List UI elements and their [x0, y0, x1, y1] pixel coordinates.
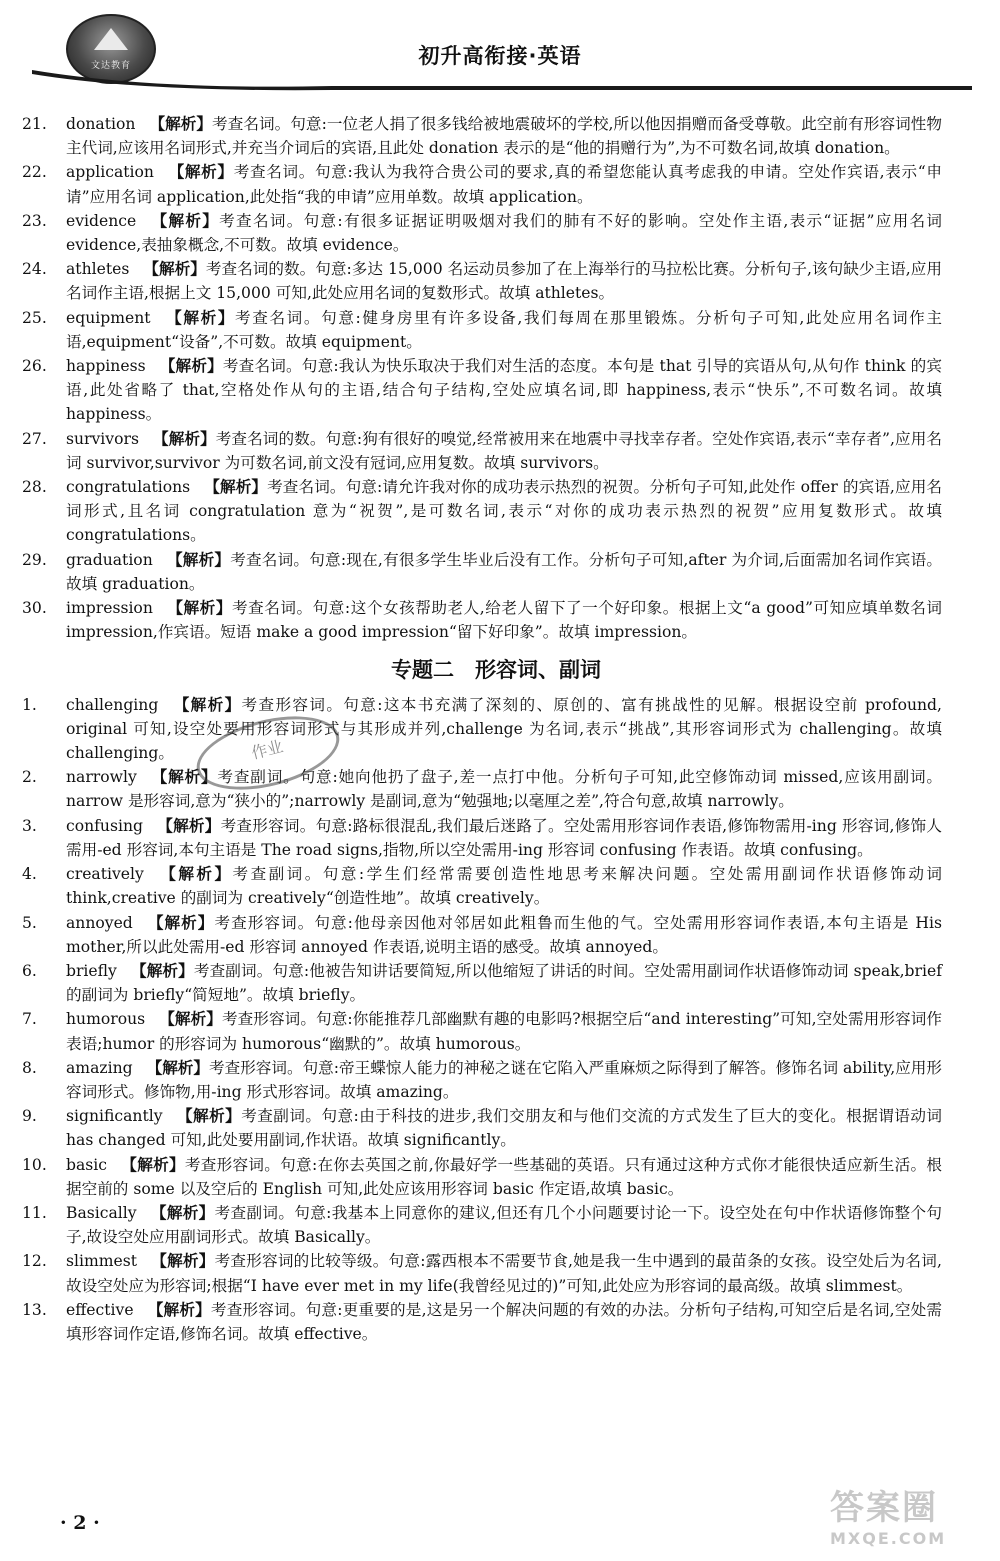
analysis-tag: 【解析】	[166, 550, 231, 569]
item-number: 25.	[22, 308, 47, 327]
analysis-tag: 【解析】	[147, 1300, 211, 1319]
analysis-tag: 【解析】	[157, 816, 221, 835]
answer-item	[22, 1153, 942, 1201]
answer-word: confusing	[66, 816, 143, 835]
explanation: 考查形容词的比较等级。句意:露西根本不需要节食,她是我一生中遇到的最苗条的女孩。设空处后为名词,故设空处应为形容词;根据“I have ever met in my life(我曾经见过的)”可知,此处应为形容词的最高级。故填 slimmest。	[66, 1252, 942, 1295]
analysis-tag: 【解析】	[149, 115, 213, 133]
answer-word: creatively	[66, 865, 144, 884]
explanation: 考查形容词。句意:你能推荐几部幽默有趣的电影吗?根据空后“and interesting”可知,空处需用形容词作表语;humor 的形容词为 humorous“幽默的”。故填 humorous。	[66, 1010, 942, 1053]
explanation: 考查名词。句意:有很多证据证明吸烟对我们的肺有不好的影响。空处作主语,表示“证据”应用名词 evidence,表抽象概念,不可数。故填 evidence。	[66, 211, 942, 255]
explanation: 考查形容词。句意:这本书充满了深刻的、原创的、富有挑战性的见解。根据设空前 profound, original 可知,设空处要用形容词形式与其形成并列,challenge 为名词,表示“挑战”,其形容词形式为 challenging。故填 challenging。	[66, 695, 942, 763]
item-number: 10.	[22, 1155, 47, 1174]
answer-word: athletes	[66, 260, 130, 279]
answer-item	[22, 354, 942, 427]
item-number: 5.	[22, 913, 37, 932]
answer-word: effective	[66, 1300, 134, 1319]
answer-content	[22, 112, 942, 1346]
answer-item	[22, 112, 942, 160]
analysis-tag: 【解析】	[157, 865, 233, 884]
answer-word: significantly	[66, 1107, 163, 1126]
answer-word: graduation	[66, 550, 153, 569]
answer-word: annoyed	[66, 913, 133, 932]
explanation: 考查名词的数。句意:狗有很好的嗅觉,经常被用来在地震中寻找幸存者。空处作宾语,表示“幸存者”,应用名词 survivor,survivor 为可数名词,前文没有冠词,应用复数。故填 survivors。	[66, 429, 942, 472]
item-number: 11.	[22, 1203, 47, 1222]
section-nouns	[22, 112, 942, 644]
item-number: 24.	[22, 260, 47, 279]
item-number: 27.	[22, 429, 47, 448]
answer-word: equipment	[66, 308, 151, 327]
analysis-tag: 【解析】	[159, 357, 223, 376]
answer-item	[22, 765, 942, 813]
item-number: 30.	[22, 599, 47, 618]
item-number: 3.	[22, 816, 37, 835]
logo-text: 文达教育	[90, 61, 131, 71]
answer-word: congratulations	[66, 478, 191, 497]
page-number: · 2 ·	[60, 1512, 100, 1534]
answer-item	[22, 1007, 942, 1055]
homework-stamp: 作业	[189, 703, 347, 802]
answer-item	[22, 814, 942, 862]
explanation: 考查形容词。句意:帝王蝶惊人能力的神秘之谜在它陷入严重麻烦之际得到了解答。修饰名词 ability,应用形容词形式。修饰物,用-ing 形式形容词。故填 amazing。	[66, 1058, 942, 1101]
answer-item	[22, 959, 942, 1007]
answer-word: basic	[66, 1155, 108, 1174]
explanation: 考查名词。句意:一位老人捐了很多钱给被地震破坏的学校,所以他因捐赠而备受尊敬。此空前有形容词性物主代词,应该用名词形式,并充当介词后的宾语,且此处 donation 表示的是“他的捐赠行为”,为不可数名词,故填 donation。	[66, 115, 942, 158]
analysis-tag: 【解析】	[151, 1252, 215, 1271]
answer-word: slimmest	[66, 1252, 138, 1271]
answer-item	[22, 1056, 942, 1104]
item-number: 6.	[22, 961, 37, 980]
item-number: 4.	[22, 865, 37, 884]
answer-word: impression	[66, 599, 153, 618]
explanation: 考查形容词。句意:他母亲因他对邻居如此粗鲁而生他的气。空处需用形容词作表语,本句主语是 His mother,所以此处需用-ed 形容词 annoyed 作表语,说明主语的感受。故填 annoyed。	[66, 913, 942, 956]
item-number: 28.	[22, 478, 47, 497]
analysis-tag: 【解析】	[176, 1107, 242, 1126]
answer-word: application	[66, 163, 154, 182]
answer-item	[22, 160, 942, 208]
answer-word: challenging	[66, 695, 159, 714]
explanation: 考查名词。句意:现在,有很多学生毕业后没有工作。分析句子可知,after 为介词,后面需加名词作宾语。故填 graduation。	[66, 550, 942, 593]
answer-word: happiness	[66, 357, 146, 376]
watermark-line1: 答案圈	[830, 1488, 938, 1528]
answer-word: amazing	[66, 1058, 133, 1077]
explanation: 考查名词。句意:我认为快乐取决于我们对生活的态度。本句是 that 引导的宾语从句,从句作 think 的宾语,此处省略了 that,空格处作从句的主语,结合句子结构,空处应填名词,即 happiness,表示“快乐”,不可数名词。故填 happiness。	[66, 357, 942, 424]
answer-word: humorous	[66, 1010, 146, 1029]
item-number: 9.	[22, 1107, 37, 1126]
item-number: 8.	[22, 1058, 37, 1077]
item-number: 13.	[22, 1300, 47, 1319]
answer-word: donation	[66, 115, 136, 133]
explanation: 考查形容词。句意:更重要的是,这是另一个解决问题的有效的办法。分析句子结构,可知空后是名词,空处需填形容词作定语,修饰名词。故填 effective。	[66, 1300, 942, 1343]
answer-word: briefly	[66, 961, 117, 980]
watermark-line2: MXQE.COM	[830, 1529, 947, 1548]
explanation: 考查名词。句意:请允许我对你的成功表示热烈的祝贺。分析句子可知,此处作 offer 的宾语,应用名词形式,且名词 congratulation 意为“祝贺”,是可数名词,表示“对你的成功表示热烈的祝贺”应用复数形式。故填 congratulations。	[66, 478, 942, 545]
analysis-tag: 【解析】	[150, 1203, 215, 1222]
analysis-tag: 【解析】	[130, 961, 194, 980]
answer-item	[22, 1249, 942, 1297]
answer-item	[22, 693, 942, 766]
answer-item	[22, 306, 942, 354]
answer-item	[22, 548, 942, 596]
analysis-tag: 【解析】	[150, 768, 218, 787]
analysis-tag: 【解析】	[172, 695, 242, 714]
answer-item	[22, 911, 942, 959]
answer-item	[22, 209, 942, 257]
analysis-tag: 【解析】	[143, 260, 206, 279]
answer-word: survivors	[66, 429, 139, 448]
analysis-tag: 【解析】	[166, 599, 232, 618]
item-number: 26.	[22, 357, 47, 376]
explanation: 考查形容词。句意:在你去英国之前,你最好学一些基础的英语。只有通过这种方式你才能很快适应新生活。根据空前的 some 以及空后的 English 可知,此处应该用形容词 basic 作定语,故填 basic。	[66, 1155, 942, 1198]
answer-item	[22, 862, 942, 910]
explanation: 考查副词。句意:我基本上同意你的建议,但还有几个小问题要讨论一下。设空处在句中作状语修饰整个句子,故设空处应用副词形式。故填 Basically。	[66, 1203, 942, 1247]
answer-item	[22, 1201, 942, 1249]
explanation: 考查名词。句意:健身房里有许多设备,我们每周在那里锻炼。分析句子可知,此处应用名词作主语,equipment“设备”,不可数。故填 equipment。	[66, 308, 942, 351]
site-watermark	[830, 1480, 980, 1556]
explanation: 考查副词。句意:学生们经常需要创造性地思考来解决问题。空处需用副词作状语修饰动词 think,creative 的副词为 creatively“创造性地”。故填 creatively。	[66, 865, 942, 908]
analysis-tag: 【解析】	[146, 1058, 209, 1077]
analysis-tag: 【解析】	[167, 163, 234, 182]
answer-item	[22, 1298, 942, 1346]
section-adjectives-adverbs	[22, 693, 942, 1346]
explanation: 考查名词。句意:这个女孩帮助老人,给老人留下了一个好印象。根据上文“a good”可知应填单数名词 impression,作宾语。短语 make a good impression“留下好印象”。故填 impression。	[66, 599, 942, 642]
answer-word: narrowly	[66, 768, 137, 787]
explanation: 考查形容词。句意:路标很混乱,我们最后迷路了。空处需用形容词作表语,修饰物需用-ing 形容词,修饰人需用-ed 形容词,本句主语是 The road signs,指物,所以空处需用-ing 形容词 confusing 作表语。故填 confusing。	[66, 816, 942, 859]
explanation: 考查名词的数。句意:多达 15,000 名运动员参加了在上海举行的马拉松比赛。分析句子,该句缺少主语,应用名词作主语,根据上文 15,000 可知,此处应用名词的复数形式。故填 athletes。	[66, 260, 942, 303]
section-title: 专题二 形容词、副词	[391, 658, 601, 683]
answer-item	[22, 596, 942, 644]
explanation: 考查副词。句意:她向他扔了盘子,差一点打中他。分析句子可知,此空修饰动词 missed,应该用副词。narrow 是形容词,意为“狭小的”;narrowly 是副词,意为“勉强地;以毫厘之差”,符合句意,故填 narrowly。	[66, 768, 942, 811]
analysis-tag: 【解析】	[150, 211, 220, 230]
analysis-tag: 【解析】	[146, 913, 215, 932]
item-number: 21.	[22, 115, 47, 133]
explanation: 考查副词。句意:由于科技的进步,我们交朋友和与他们交流的方式发生了巨大的变化。根据谓语动词 has changed 可知,此处要用副词,作状语。故填 significantly。	[66, 1107, 942, 1150]
answer-word: evidence	[66, 211, 137, 230]
analysis-tag: 【解析】	[159, 1010, 222, 1029]
explanation: 考查副词。句意:他被告知讲话要简短,所以他缩短了讲话的时间。空处需用副词作状语修饰动词 speak,brief 的副词为 briefly“简短地”。故填 briefly。	[66, 961, 942, 1005]
analysis-tag: 【解析】	[121, 1155, 185, 1174]
answer-item	[22, 257, 942, 305]
item-number: 2.	[22, 768, 37, 787]
answer-item	[22, 427, 942, 475]
answer-item	[22, 475, 942, 548]
analysis-tag: 【解析】	[164, 308, 236, 327]
page-header	[0, 0, 1000, 96]
explanation: 考查名词。句意:我认为我符合贵公司的要求,真的希望您能认真考虑我的申请。空处作宾语,表示“申请”应用名词 application,此处指“我的申请”应用单数。故填 application。	[66, 163, 942, 206]
item-number: 22.	[22, 163, 47, 182]
analysis-tag: 【解析】	[152, 429, 216, 448]
analysis-tag: 【解析】	[204, 478, 268, 497]
item-number: 12.	[22, 1252, 47, 1271]
item-number: 1.	[22, 695, 37, 714]
answer-item	[22, 1104, 942, 1152]
book-title: 初升高衔接·英语	[418, 44, 582, 68]
item-number: 29.	[22, 550, 47, 569]
item-number: 23.	[22, 211, 47, 230]
item-number: 7.	[22, 1010, 37, 1029]
answer-word: Basically	[66, 1203, 137, 1222]
